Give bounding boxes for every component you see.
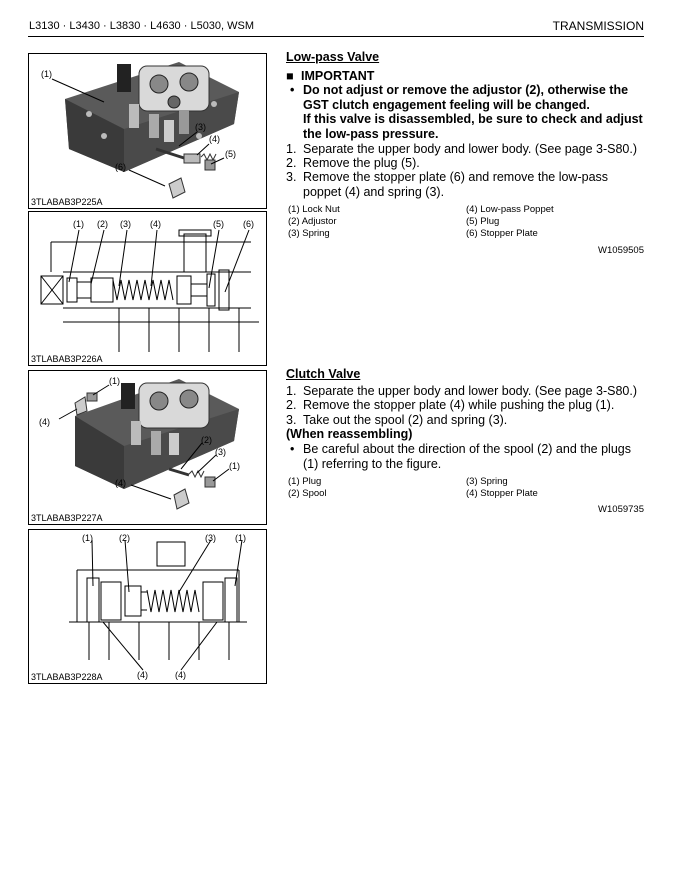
callout: (1) xyxy=(82,533,93,543)
callout: (5) xyxy=(213,219,224,229)
legend-item: (2) Spool xyxy=(288,488,327,499)
callout: (1) xyxy=(229,461,240,471)
important-line-1: Do not adjust or remove the adjustor (2), otherwise the GST clutch engagement feeling will be changed. xyxy=(303,83,629,112)
reassembling-note: Be careful about the direction of the spool (2) and the plugs (1) referring to the figure. xyxy=(303,442,631,471)
legend-right xyxy=(466,204,554,240)
step-number: 2. xyxy=(286,398,297,412)
important-line-2: If this valve is disassembled, be sure to check and adjust the low-pass pressure. xyxy=(303,112,643,141)
legend-item: (4) Stopper Plate xyxy=(466,488,538,499)
legend-item: (3) Spring xyxy=(466,476,508,487)
legend-item: (4) Low-pass Poppet xyxy=(466,204,554,215)
legend-item: (2) Adjustor xyxy=(288,216,337,227)
legend-item: (1) Lock Nut xyxy=(288,204,340,215)
callout: (1) xyxy=(109,376,120,386)
callout: (4) xyxy=(137,670,148,680)
callout: (1) xyxy=(41,69,52,79)
legend-item: (1) Plug xyxy=(288,476,322,487)
figure-clutch-section xyxy=(28,529,267,684)
figure-caption: 3TLABAB3P226A xyxy=(31,354,103,364)
legend-item: (6) Stopper Plate xyxy=(466,228,538,239)
reference-code: W1059735 xyxy=(598,504,644,515)
valve-section-drawing-1 xyxy=(29,212,266,365)
callout: (1) xyxy=(73,219,84,229)
header-section: TRANSMISSION xyxy=(552,19,644,33)
step-number: 3. xyxy=(286,413,297,427)
figure-low-pass-section xyxy=(28,211,267,366)
legend-right xyxy=(466,476,538,500)
bullet-icon: • xyxy=(290,83,295,97)
callout: (2) xyxy=(97,219,108,229)
low-pass-title: Low-pass Valve xyxy=(286,50,380,64)
header-rule xyxy=(28,36,644,37)
step-number: 1. xyxy=(286,384,297,398)
reference-code: W1059505 xyxy=(598,245,644,256)
step-text: Separate the upper body and lower body. (See page 3-S80.) xyxy=(303,384,638,398)
step-text: Remove the stopper plate (4) while pushing the plug (1). xyxy=(303,398,615,412)
step-text: Separate the upper body and lower body. (See page 3-S80.) xyxy=(303,142,638,156)
step-number: 2. xyxy=(286,156,297,170)
step-number: 1. xyxy=(286,142,297,156)
callout: (4) xyxy=(115,478,126,488)
figure-low-pass-photo xyxy=(28,53,267,209)
callout: (3) xyxy=(195,122,206,132)
legend-item: (3) Spring xyxy=(288,228,330,239)
callout: (4) xyxy=(209,134,220,144)
callout: (4) xyxy=(175,670,186,680)
legend-left xyxy=(288,476,327,500)
step-text: Remove the plug (5). xyxy=(303,156,420,170)
valve-body-photo-2 xyxy=(29,371,266,524)
callout: (6) xyxy=(115,162,126,172)
figure-clutch-photo xyxy=(28,370,267,525)
reassembling-heading: (When reassembling) xyxy=(286,427,413,441)
callout: (3) xyxy=(205,533,216,543)
callout: (4) xyxy=(39,417,50,427)
header-models: L3130 · L3430 · L3830 · L4630 · L5030, WSM xyxy=(29,20,255,32)
figure-caption: 3TLABAB3P227A xyxy=(31,513,103,523)
bullet-icon: • xyxy=(290,442,295,456)
callout: (4) xyxy=(150,219,161,229)
step-text: Remove the stopper plate (6) and remove the low-pass poppet (4) and spring (3). xyxy=(303,170,609,199)
square-bullet-icon: ■ xyxy=(286,69,294,83)
valve-section-drawing-2 xyxy=(29,530,266,683)
callout: (3) xyxy=(215,447,226,457)
legend-item: (5) Plug xyxy=(466,216,500,227)
valve-body-photo-1 xyxy=(29,54,266,208)
important-label: IMPORTANT xyxy=(301,69,375,83)
legend-left xyxy=(288,204,340,240)
clutch-title: Clutch Valve xyxy=(286,367,361,381)
callout: (6) xyxy=(243,219,254,229)
figure-caption: 3TLABAB3P228A xyxy=(31,672,103,682)
step-text: Take out the spool (2) and spring (3). xyxy=(303,413,508,427)
step-number: 3. xyxy=(286,170,297,184)
important-heading xyxy=(286,69,374,84)
callout: (5) xyxy=(225,149,236,159)
callout: (3) xyxy=(120,219,131,229)
callout: (2) xyxy=(119,533,130,543)
callout: (2) xyxy=(201,435,212,445)
callout: (1) xyxy=(235,533,246,543)
figure-caption: 3TLABAB3P225A xyxy=(31,197,103,207)
